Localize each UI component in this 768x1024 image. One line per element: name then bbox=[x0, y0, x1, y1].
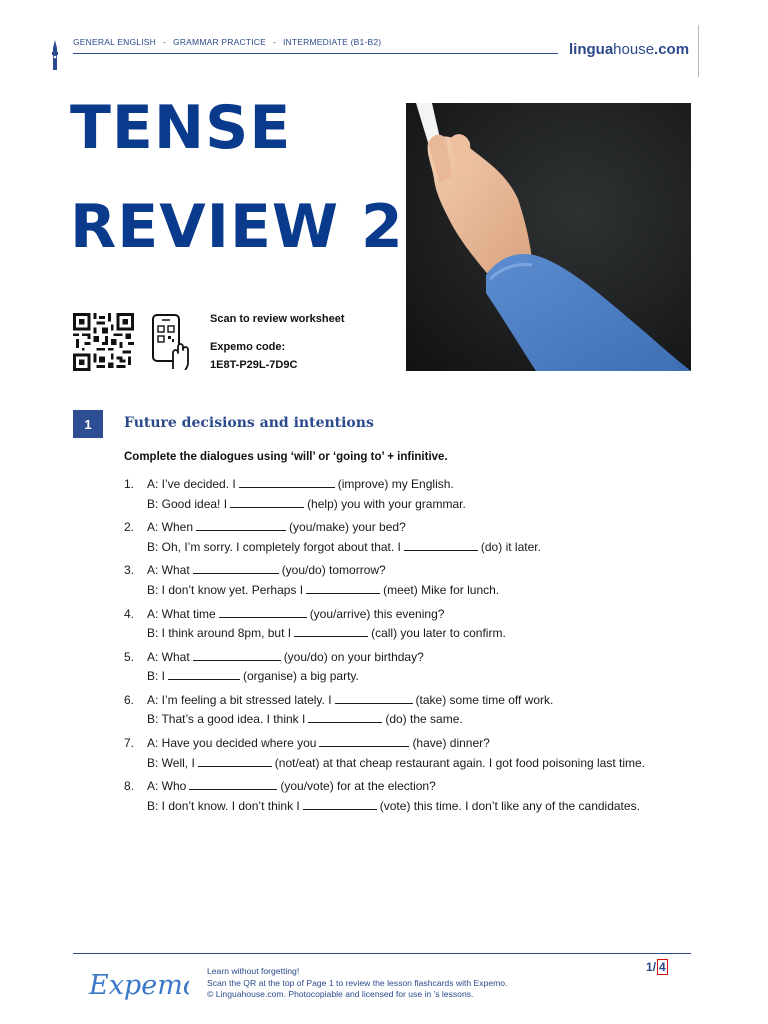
dialogue-text-before: B: I think around 8pm, but I bbox=[147, 626, 292, 641]
qr-scan-caption: Scan to review worksheet bbox=[210, 313, 345, 325]
corner-mark bbox=[698, 25, 699, 77]
dialogue-line bbox=[147, 518, 724, 538]
dialogue-text-before: A: What time bbox=[147, 606, 216, 621]
exercise-item bbox=[124, 734, 724, 773]
answer-blank[interactable] bbox=[198, 755, 272, 767]
dialogue-text-after: (not/eat) at that cheap restaurant again. I got food poisoning last time. bbox=[274, 755, 646, 770]
dialogue-text-after: (you/do) on your birthday? bbox=[283, 649, 424, 664]
exercise-list bbox=[124, 475, 724, 821]
dialogue-text-before: B: Well, I bbox=[147, 755, 195, 770]
dialogue-text-after: (you/do) tomorrow? bbox=[281, 563, 386, 578]
dialogue bbox=[147, 475, 724, 514]
dialogue-line bbox=[147, 561, 724, 581]
section-number-badge: 1 bbox=[73, 410, 103, 438]
answer-blank[interactable] bbox=[303, 798, 377, 810]
answer-blank[interactable] bbox=[404, 539, 478, 551]
brand-logo-light: house bbox=[613, 41, 655, 58]
answer-blank[interactable] bbox=[308, 711, 382, 723]
dialogue bbox=[147, 777, 724, 816]
exercise-number: 4. bbox=[124, 606, 135, 621]
answer-blank[interactable] bbox=[319, 735, 409, 747]
breadcrumb-separator: - bbox=[272, 37, 276, 47]
exercise-number: 1. bbox=[124, 477, 135, 491]
footer-scan-note: Scan the QR at the top of Page 1 to review the lesson flashcards with Expemo. bbox=[207, 977, 508, 988]
exercise-item bbox=[124, 518, 724, 557]
qr-code[interactable] bbox=[73, 313, 134, 371]
dialogue-text-before: A: When bbox=[147, 520, 194, 535]
footer-divider bbox=[73, 953, 691, 954]
dialogue-text-before: A: What bbox=[147, 563, 190, 578]
page-number bbox=[646, 960, 668, 974]
answer-blank[interactable] bbox=[193, 562, 279, 574]
page-separator: / bbox=[652, 960, 657, 974]
answer-blank[interactable] bbox=[196, 519, 286, 531]
breadcrumb-separator: - bbox=[163, 37, 167, 47]
exercise-number: 3. bbox=[124, 563, 135, 578]
footer-copyright: © Linguahouse.com. Photocopiable and licensed for use in 's lessons. bbox=[207, 989, 474, 999]
dialogue-text-after: (do) it later. bbox=[480, 539, 541, 554]
dialogue-line bbox=[147, 797, 724, 817]
dialogue bbox=[147, 605, 724, 644]
phone-scan-icon bbox=[151, 313, 191, 370]
answer-blank[interactable] bbox=[306, 582, 380, 594]
breadcrumb-level-1: GENERAL ENGLISH bbox=[73, 37, 156, 47]
exercise-number: 6. bbox=[124, 692, 135, 707]
header-divider bbox=[73, 53, 558, 54]
dialogue-line bbox=[147, 495, 724, 515]
brand-logo[interactable] bbox=[569, 41, 689, 58]
answer-blank[interactable] bbox=[230, 496, 304, 508]
answer-blank[interactable] bbox=[189, 778, 277, 790]
dialogue-text-after: (take) some time off work. bbox=[415, 692, 554, 707]
answer-blank[interactable] bbox=[294, 625, 368, 637]
dialogue-text-after: (help) you with your grammar. bbox=[307, 496, 466, 511]
dialogue-line bbox=[147, 648, 724, 668]
big-ben-icon bbox=[50, 40, 60, 70]
answer-blank[interactable] bbox=[193, 649, 281, 661]
dialogue bbox=[147, 691, 724, 730]
footer-tagline: Learn without forgetting! bbox=[207, 966, 300, 976]
answer-blank[interactable] bbox=[335, 692, 413, 704]
footer-notice bbox=[207, 966, 507, 1001]
exercise-item bbox=[124, 691, 724, 730]
dialogue-line bbox=[147, 581, 724, 601]
dialogue-text-before: B: Good idea! I bbox=[147, 496, 228, 511]
dialogue-text-before: A: Have you decided where you bbox=[147, 736, 317, 751]
dialogue-text-after: (you/make) your bed? bbox=[289, 520, 406, 535]
expemo-logo[interactable] bbox=[87, 963, 189, 1007]
breadcrumb-level-3: INTERMEDIATE (B1-B2) bbox=[283, 37, 382, 47]
dialogue bbox=[147, 648, 724, 687]
dialogue-text-before: B: I don’t know yet. Perhaps I bbox=[147, 582, 304, 597]
dialogue-text-after: (call) you later to confirm. bbox=[371, 626, 506, 641]
dialogue-line bbox=[147, 667, 724, 687]
dialogue-text-after: (improve) my English. bbox=[337, 477, 454, 491]
dialogue-text-after: (have) dinner? bbox=[412, 736, 490, 751]
dialogue-line bbox=[147, 605, 724, 625]
dialogue bbox=[147, 518, 724, 557]
dialogue-text-after: (you/vote) for at the election? bbox=[280, 779, 436, 794]
exercise-item bbox=[124, 475, 724, 514]
dialogue-line bbox=[147, 624, 724, 644]
brand-logo-bold: lingua bbox=[569, 41, 614, 58]
page-current: 1 bbox=[646, 960, 653, 974]
dialogue-text-after: (you/arrive) this evening? bbox=[309, 606, 445, 621]
page-total[interactable]: 4 bbox=[659, 960, 666, 974]
exercise-number: 5. bbox=[124, 649, 135, 664]
chalkboard-hand-photo bbox=[406, 103, 691, 371]
dialogue-text-before: B: I don’t know. I don’t think I bbox=[147, 798, 300, 813]
dialogue bbox=[147, 561, 724, 600]
dialogue-text-before: A: What bbox=[147, 649, 190, 664]
exercise-item bbox=[124, 605, 724, 644]
page-title-line-2: REVIEW 2 bbox=[70, 192, 404, 262]
dialogue-text-after: (meet) Mike for lunch. bbox=[383, 582, 500, 597]
dialogue-line bbox=[147, 710, 724, 730]
page-title-line-1: TENSE bbox=[70, 93, 292, 163]
dialogue-text-before: A: Who bbox=[147, 779, 187, 794]
breadcrumb bbox=[73, 37, 381, 47]
dialogue-line bbox=[147, 734, 724, 754]
answer-blank[interactable] bbox=[168, 668, 240, 680]
exercise-instructions: Complete the dialogues using ‘will’ or ‘going to’ + infinitive. bbox=[124, 451, 448, 463]
dialogue-line bbox=[147, 777, 724, 797]
dialogue-line bbox=[147, 691, 724, 711]
dialogue-text-before: A: I’ve decided. I bbox=[147, 477, 236, 491]
exercise-number: 7. bbox=[124, 736, 135, 751]
dialogue-text-before: B: I bbox=[147, 669, 166, 684]
answer-blank[interactable] bbox=[239, 476, 335, 488]
exercise-item bbox=[124, 561, 724, 600]
dialogue-text-before: B: Oh, I’m sorry. I completely forgot about that. I bbox=[147, 539, 401, 554]
exercise-number: 8. bbox=[124, 779, 135, 794]
dialogue-text-after: (vote) this time. I don’t like any of the candidates. bbox=[379, 798, 640, 813]
dialogue-line bbox=[147, 754, 724, 774]
dialogue bbox=[147, 734, 724, 773]
exercise-item bbox=[124, 648, 724, 687]
dialogue-text-after: (organise) a big party. bbox=[243, 669, 359, 684]
section-title: Future decisions and intentions bbox=[124, 415, 374, 431]
dialogue-text-before: B: That’s a good idea. I think I bbox=[147, 712, 306, 727]
exercise-number: 2. bbox=[124, 520, 135, 535]
dialogue-line bbox=[147, 475, 724, 495]
dialogue-text-before: A: I’m feeling a bit stressed lately. I bbox=[147, 692, 332, 707]
answer-blank[interactable] bbox=[219, 606, 307, 618]
exercise-item bbox=[124, 777, 724, 816]
expemo-code-value: 1E8T-P29L-7D9C bbox=[210, 359, 298, 371]
dialogue-line bbox=[147, 538, 724, 558]
expemo-logo-text: Expemo bbox=[89, 970, 189, 1001]
brand-logo-tld: .com bbox=[654, 41, 690, 58]
expemo-code-label: Expemo code: bbox=[210, 341, 286, 353]
breadcrumb-level-2: GRAMMAR PRACTICE bbox=[173, 37, 266, 47]
dialogue-text-after: (do) the same. bbox=[385, 712, 463, 727]
